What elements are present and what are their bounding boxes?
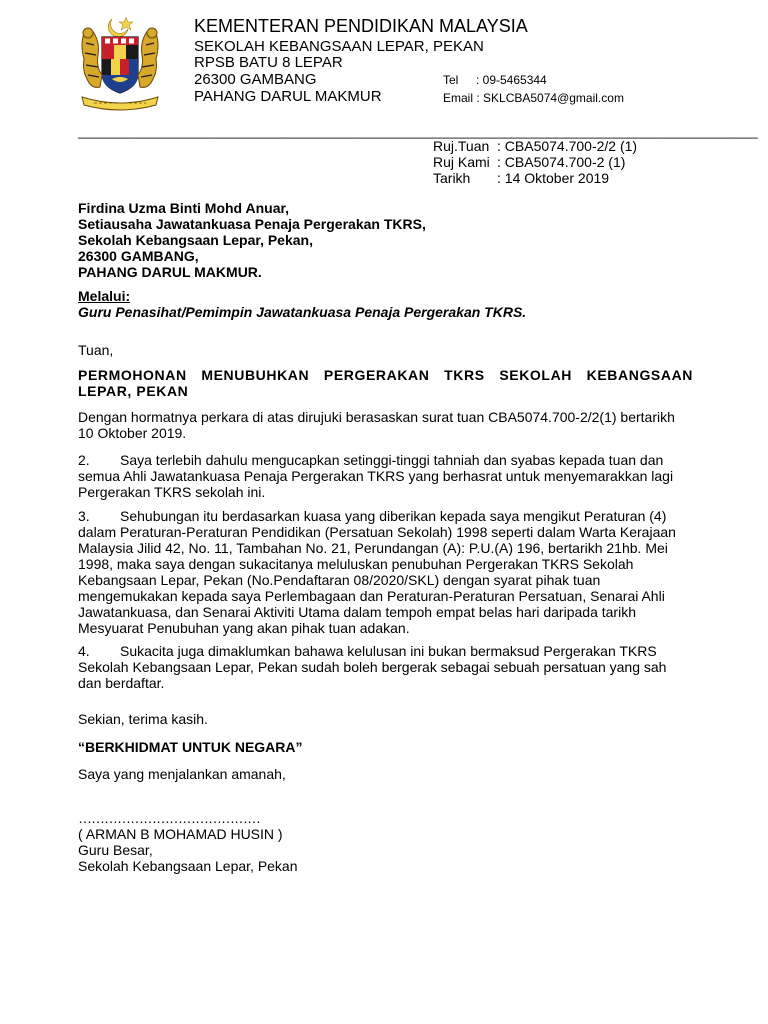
closing-thanks: Sekian, terima kasih. xyxy=(78,711,208,727)
ref-date-value: : 14 Oktober 2019 xyxy=(497,170,610,186)
ref-our-reference-label: Ruj Kami xyxy=(433,154,490,170)
paragraph-2-text: Saya terlebih dahulu mengucapkan setinggi-tinggi tahniah dan syabas kepada tuan dan semua Ahli Jawatankuasa Penaja Pergerakan TKRS yang berhasrat untuk menyemarakkan lagi Pergerakan TKRS sekolah ini. xyxy=(78,452,674,500)
paragraph-4 xyxy=(78,643,693,691)
tel-label: Tel xyxy=(443,73,459,87)
recipient-address xyxy=(78,200,693,280)
ref-date-label: Tarikh xyxy=(433,170,471,186)
paragraph-4-text: Sukacita juga dimaklumkan bahawa kelulusan ini bukan bermaksud Pergerakan TKRS Sekolah Kebangsaan Lepar, Pekan sudah boleh bergerak sebagai sebuah persatuan yang sah dan berdaftar. xyxy=(78,643,667,691)
malaysia-coat-of-arms-icon xyxy=(78,15,162,111)
recipient-position: Setiausaha Jawatankuasa Penaja Pergerakan TKRS, xyxy=(78,216,426,232)
signatory-school: Sekolah Kebangsaan Lepar, Pekan xyxy=(78,858,298,874)
signatory-name: ( ARMAN B MOHAMAD HUSIN ) xyxy=(78,826,283,842)
recipient-name: Firdina Uzma Binti Mohd Anuar, xyxy=(78,200,290,216)
ref-our-reference xyxy=(433,154,625,170)
paragraph-1: Dengan hormatnya perkara di atas dirujuki berasaskan surat tuan CBA5074.700-2/2(1) bertarikh 10 Oktober 2019. xyxy=(78,409,675,441)
recipient-postcode: 26300 GAMBANG, xyxy=(78,248,199,264)
paragraph-2-number: 2. xyxy=(78,452,90,468)
letter-subject: PERMOHONAN MENUBUHKAN PERGERAKAN TKRS SEKOLAH KEBANGSAAN LEPAR, PEKAN xyxy=(78,367,693,399)
school-postcode-line: 26300 GAMBANG xyxy=(194,71,317,88)
ref-your-reference xyxy=(433,138,637,154)
signatory-title: Guru Besar, xyxy=(78,842,153,858)
ref-your-reference-label: Ruj.Tuan xyxy=(433,138,490,154)
ref-your-reference-value: : CBA5074.700-2/2 (1) xyxy=(497,138,638,154)
paragraph-2 xyxy=(78,452,693,500)
recipient-school: Sekolah Kebangsaan Lepar, Pekan, xyxy=(78,232,313,248)
email xyxy=(443,91,624,105)
paragraph-3-number: 3. xyxy=(78,508,90,524)
ref-date xyxy=(433,170,609,186)
tel-value: : 09-5465344 xyxy=(476,73,547,87)
school-address-line: RPSB BATU 8 LEPAR xyxy=(194,54,343,71)
ref-our-reference-value: : CBA5074.700-2 (1) xyxy=(497,154,626,170)
paragraph-4-number: 4. xyxy=(78,643,90,659)
paragraph-3 xyxy=(78,508,693,636)
email-label: Email xyxy=(443,91,474,105)
school-state-line: PAHANG DARUL MAKMUR xyxy=(194,88,382,105)
recipient-state: PAHANG DARUL MAKMUR. xyxy=(78,264,262,280)
closing-trust: Saya yang menjalankan amanah, xyxy=(78,766,286,782)
via-label: Melalui: xyxy=(78,288,131,304)
email-value[interactable]: : SKLCBA5074@gmail.com xyxy=(476,91,624,105)
via-text: Guru Penasihat/Pemimpin Jawatankuasa Penaja Pergerakan TKRS. xyxy=(78,304,527,320)
school-name: SEKOLAH KEBANGSAAN LEPAR, PEKAN xyxy=(194,38,484,55)
telephone xyxy=(443,73,547,87)
salutation: Tuan, xyxy=(78,342,114,358)
paragraph-3-text: Sehubungan itu berdasarkan kuasa yang diberikan kepada saya mengikut Peraturan (4) dalam Peraturan-Peraturan Pendidikan (Persatuan Sekolah) 1998 seperti dalam Warta Kerajaan Malaysia Jilid 42, No. 11, Tambahan No. 21, Perundangan (A): P.U.(A) 196, bertarikh 21hb. Mei 1998, maka saya dengan sukacitanya meluluskan penubuhan Pergerakan TKRS Sekolah Kebangsaan Lepar, Pekan (No.Pendaftaran 08/2020/SKL) dengan syarat pihak tuan mengemukakan kepada saya Perlembagaan dan Peraturan-Peraturan Persatuan, Senarai Ahli Jawatankuasa, dan Senarai Aktiviti Utama dalam tempoh empat belas hari daripada tarikh Mesyuarat Penubuhan yang akan pihak tuan adakan. xyxy=(78,508,676,636)
ministry-name: KEMENTERAN PENDIDIKAN MALAYSIA xyxy=(194,16,528,36)
signature-line: …………………………………… xyxy=(78,810,260,826)
header-divider: ______________________________________________________________________________________________ xyxy=(78,124,758,139)
closing-motto: “BERKHIDMAT UNTUK NEGARA” xyxy=(78,739,303,755)
